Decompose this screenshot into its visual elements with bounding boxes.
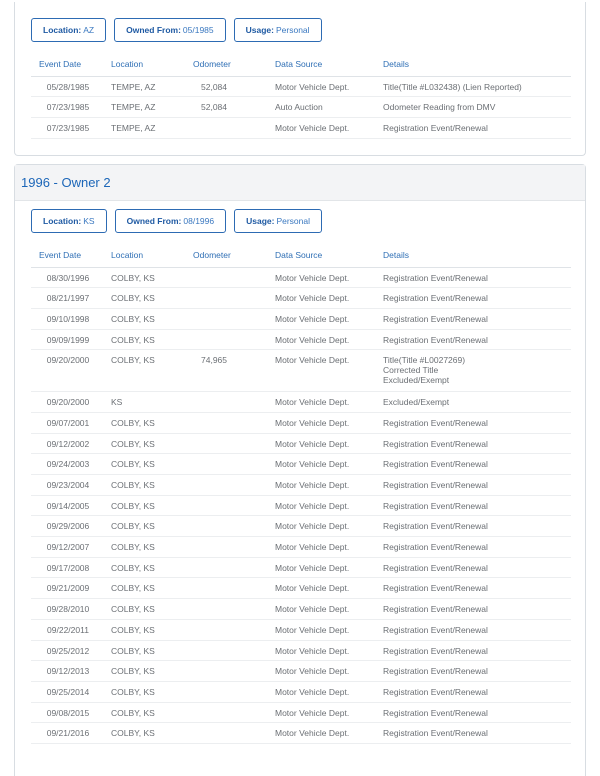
table-row [31,433,571,454]
cell-odometer: 52,084 [189,76,275,97]
cell-data-source: Motor Vehicle Dept. [275,557,383,578]
badge-value: KS [83,216,95,226]
cell-event-date: 09/24/2003 [31,454,111,475]
cell-odometer [189,412,275,433]
cell-data-source: Motor Vehicle Dept. [275,537,383,558]
usage-badge [234,18,322,42]
owner-header: 1996 - Owner 2 [15,165,585,201]
badge-label: Location: [43,216,82,226]
cell-event-date: 09/12/2007 [31,537,111,558]
cell-event-date: 09/28/2010 [31,599,111,620]
table-header-row [31,243,571,267]
cell-location: COLBY, KS [111,433,189,454]
cell-details: Registration Event/Renewal [383,702,571,723]
badge-label: Location: [43,25,82,35]
cell-odometer [189,117,275,138]
cell-data-source: Motor Vehicle Dept. [275,475,383,496]
cell-location: COLBY, KS [111,267,189,288]
details-line: Corrected Title [383,365,439,376]
cell-odometer [189,681,275,702]
cell-data-source: Motor Vehicle Dept. [275,329,383,350]
col-header-event-date: Event Date [31,52,111,76]
badge-value: 08/1996 [183,216,215,226]
table-row [31,350,571,392]
cell-location: COLBY, KS [111,619,189,640]
cell-event-date: 09/12/2013 [31,661,111,682]
table-header-row [31,52,571,76]
table-row [31,412,571,433]
cell-location: COLBY, KS [111,350,189,392]
table-row [31,495,571,516]
cell-data-source: Motor Vehicle Dept. [275,433,383,454]
cell-details: Registration Event/Renewal [383,537,571,558]
cell-location: COLBY, KS [111,681,189,702]
cell-event-date: 09/25/2014 [31,681,111,702]
details-line: Title(Title #L0027269) [383,355,466,366]
cell-location: COLBY, KS [111,578,189,599]
history-table [31,52,571,139]
cell-data-source: Motor Vehicle Dept. [275,117,383,138]
owner-badge-row [15,209,585,233]
cell-data-source: Motor Vehicle Dept. [275,599,383,620]
owner-card-2 [14,164,586,776]
usage-badge [234,209,322,233]
cell-data-source: Motor Vehicle Dept. [275,681,383,702]
cell-location: COLBY, KS [111,702,189,723]
cell-data-source: Motor Vehicle Dept. [275,454,383,475]
cell-event-date: 07/23/1985 [31,97,111,118]
table-row [31,392,571,413]
cell-odometer [189,495,275,516]
cell-details: Registration Event/Renewal [383,516,571,537]
cell-location: COLBY, KS [111,475,189,496]
cell-location: COLBY, KS [111,723,189,744]
cell-location: KS [111,392,189,413]
table-row [31,640,571,661]
cell-odometer: 52,084 [189,97,275,118]
cell-event-date: 09/21/2009 [31,578,111,599]
cell-location: COLBY, KS [111,454,189,475]
cell-data-source: Motor Vehicle Dept. [275,661,383,682]
cell-location: COLBY, KS [111,329,189,350]
cell-details: Registration Event/Renewal [383,288,571,309]
table-row [31,578,571,599]
cell-event-date: 09/14/2005 [31,495,111,516]
cell-odometer [189,267,275,288]
cell-odometer [189,619,275,640]
cell-details: Registration Event/Renewal [383,599,571,620]
badge-label: Usage: [246,216,275,226]
cell-event-date: 09/08/2015 [31,702,111,723]
cell-event-date: 09/09/1999 [31,329,111,350]
cell-event-date: 07/23/1985 [31,117,111,138]
col-header-location: Location [111,52,189,76]
cell-details: Registration Event/Renewal [383,308,571,329]
cell-location: COLBY, KS [111,308,189,329]
cell-details: Registration Event/Renewal [383,681,571,702]
cell-event-date: 09/21/2016 [31,723,111,744]
col-header-data-source: Data Source [275,243,383,267]
table-row [31,537,571,558]
cell-location: COLBY, KS [111,640,189,661]
cell-odometer [189,578,275,599]
badge-value: AZ [83,25,95,35]
badge-value: Personal [276,216,311,226]
cell-details: Registration Event/Renewal [383,433,571,454]
cell-data-source: Motor Vehicle Dept. [275,723,383,744]
cell-odometer [189,329,275,350]
col-header-data-source: Data Source [275,52,383,76]
cell-data-source: Motor Vehicle Dept. [275,495,383,516]
cell-location: COLBY, KS [111,599,189,620]
table-row [31,516,571,537]
owner-badge-row [15,18,585,42]
cell-location: TEMPE, AZ [111,97,189,118]
cell-odometer [189,288,275,309]
cell-data-source: Motor Vehicle Dept. [275,288,383,309]
cell-data-source: Motor Vehicle Dept. [275,308,383,329]
cell-odometer [189,433,275,454]
cell-odometer [189,557,275,578]
table-row [31,723,571,744]
col-header-odometer: Odometer [189,52,275,76]
cell-odometer [189,308,275,329]
cell-details: Registration Event/Renewal [383,640,571,661]
cell-odometer [189,702,275,723]
cell-details: Registration Event/Renewal [383,329,571,350]
location-badge [31,209,107,233]
cell-event-date: 09/20/2000 [31,350,111,392]
badge-label: Owned From: [126,216,182,226]
cell-odometer [189,640,275,661]
cell-odometer [189,516,275,537]
cell-data-source: Motor Vehicle Dept. [275,76,383,97]
history-table [31,243,571,744]
col-header-details: Details [383,243,571,267]
cell-data-source: Motor Vehicle Dept. [275,619,383,640]
col-header-location: Location [111,243,189,267]
details-line: Excluded/Exempt [383,375,450,386]
cell-event-date: 05/28/1985 [31,76,111,97]
cell-event-date: 09/07/2001 [31,412,111,433]
badge-label: Owned From: [126,25,181,35]
cell-data-source: Motor Vehicle Dept. [275,350,383,392]
cell-event-date: 09/29/2006 [31,516,111,537]
cell-details [383,350,571,392]
cell-location: COLBY, KS [111,516,189,537]
cell-details: Registration Event/Renewal [383,412,571,433]
cell-data-source: Auto Auction [275,97,383,118]
cell-event-date: 09/22/2011 [31,619,111,640]
cell-location: TEMPE, AZ [111,76,189,97]
table-row [31,661,571,682]
cell-location: COLBY, KS [111,412,189,433]
owner-card-1 [14,2,586,156]
table-row [31,454,571,475]
cell-location: COLBY, KS [111,537,189,558]
cell-data-source: Motor Vehicle Dept. [275,392,383,413]
cell-details: Registration Event/Renewal [383,495,571,516]
cell-data-source: Motor Vehicle Dept. [275,412,383,433]
badge-label: Usage: [245,25,274,35]
table-row [31,97,571,118]
cell-event-date: 09/25/2012 [31,640,111,661]
cell-details: Registration Event/Renewal [383,475,571,496]
cell-details: Registration Event/Renewal [383,267,571,288]
cell-event-date: 09/20/2000 [31,392,111,413]
cell-details: Registration Event/Renewal [383,578,571,599]
cell-location: COLBY, KS [111,661,189,682]
col-header-event-date: Event Date [31,243,111,267]
cell-data-source: Motor Vehicle Dept. [275,702,383,723]
owned-from-badge [115,209,227,233]
cell-odometer: 74,965 [189,350,275,392]
table-row [31,619,571,640]
cell-odometer [189,599,275,620]
cell-event-date: 08/30/1996 [31,267,111,288]
owned-from-badge [114,18,226,42]
cell-odometer [189,537,275,558]
cell-odometer [189,475,275,496]
col-header-odometer: Odometer [189,243,275,267]
cell-odometer [189,392,275,413]
cell-details: Excluded/Exempt [383,392,571,413]
col-header-details: Details [383,52,571,76]
cell-details: Registration Event/Renewal [383,117,571,138]
cell-data-source: Motor Vehicle Dept. [275,267,383,288]
cell-event-date: 08/21/1997 [31,288,111,309]
cell-location: COLBY, KS [111,557,189,578]
cell-event-date: 09/10/1998 [31,308,111,329]
cell-event-date: 09/23/2004 [31,475,111,496]
table-row [31,599,571,620]
table-row [31,475,571,496]
cell-details: Odometer Reading from DMV [383,97,571,118]
cell-location: COLBY, KS [111,495,189,516]
table-row [31,288,571,309]
table-row [31,702,571,723]
cell-data-source: Motor Vehicle Dept. [275,578,383,599]
location-badge [31,18,106,42]
table-row [31,267,571,288]
cell-odometer [189,454,275,475]
table-row [31,681,571,702]
cell-details: Registration Event/Renewal [383,619,571,640]
table-row [31,308,571,329]
cell-details: Title(Title #L032438) (Lien Reported) [383,76,571,97]
cell-location: TEMPE, AZ [111,117,189,138]
badge-value: Personal [275,25,310,35]
cell-odometer [189,661,275,682]
table-row [31,76,571,97]
cell-event-date: 09/17/2008 [31,557,111,578]
table-row [31,117,571,138]
table-row [31,329,571,350]
table-row [31,557,571,578]
cell-location: COLBY, KS [111,288,189,309]
cell-event-date: 09/12/2002 [31,433,111,454]
cell-details: Registration Event/Renewal [383,557,571,578]
cell-odometer [189,723,275,744]
cell-details: Registration Event/Renewal [383,661,571,682]
cell-details: Registration Event/Renewal [383,723,571,744]
cell-data-source: Motor Vehicle Dept. [275,516,383,537]
cell-data-source: Motor Vehicle Dept. [275,640,383,661]
cell-details: Registration Event/Renewal [383,454,571,475]
badge-value: 05/1985 [182,25,214,35]
